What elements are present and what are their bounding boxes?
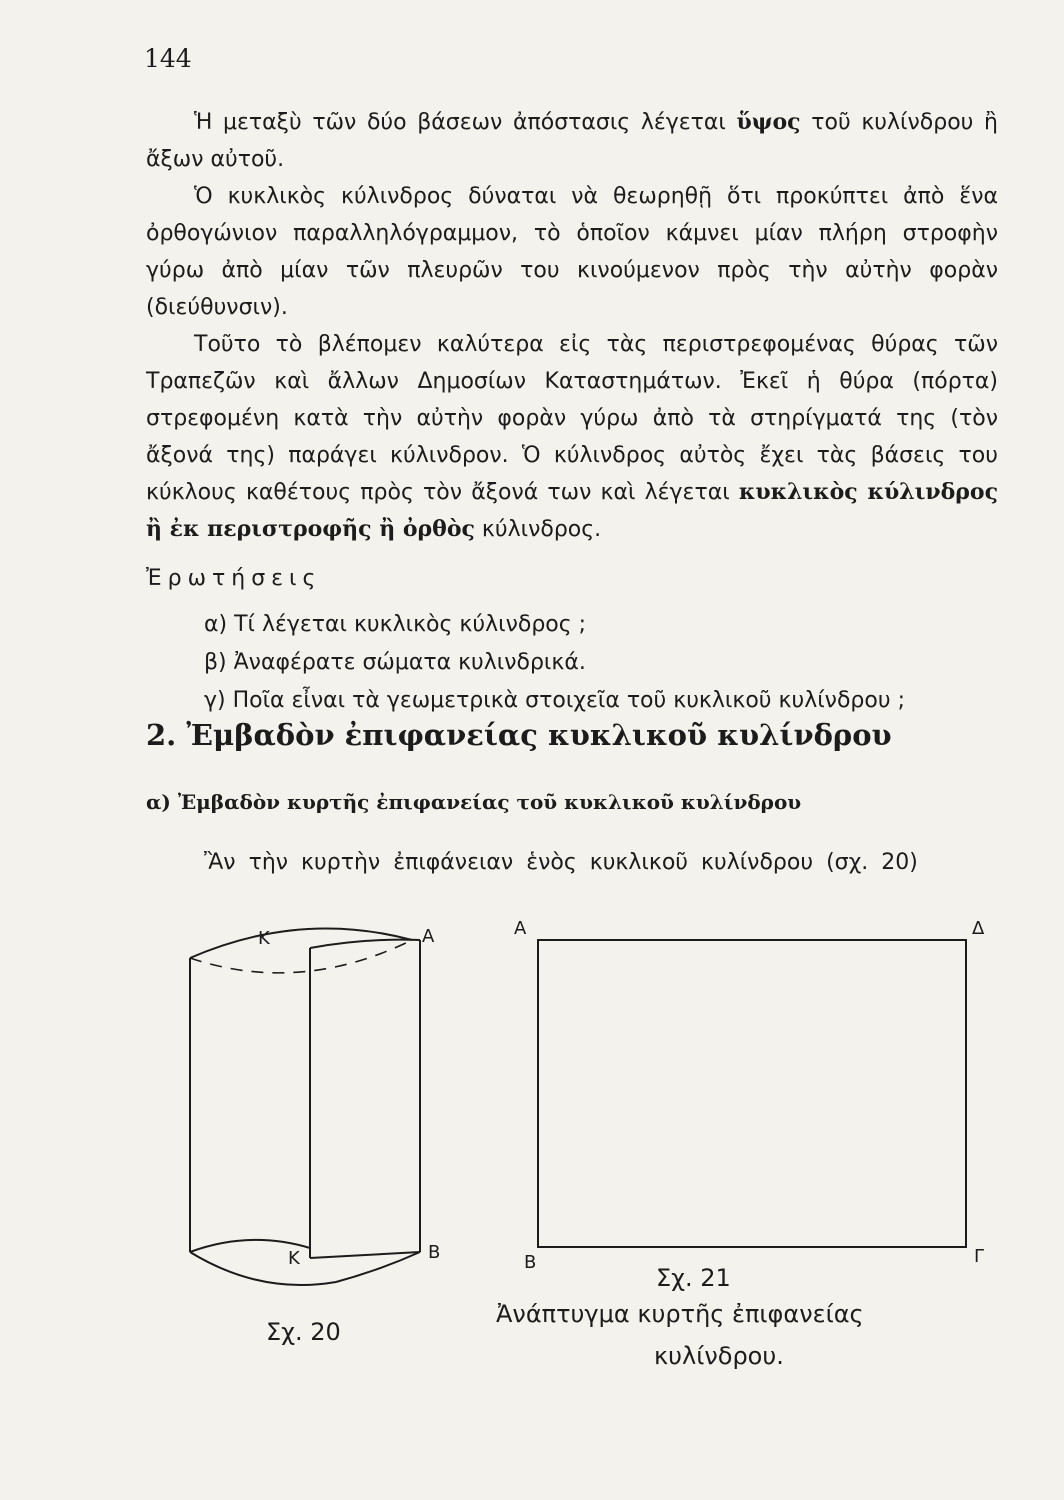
fig20-label-b: Β — [428, 1242, 441, 1263]
intro-line: Ἂν τὴν κυρτὴν ἐπιφάνειαν ἑνὸς κυκλικοῦ κυλίνδρου (σχ. 20) — [204, 850, 918, 875]
fig21-caption: Σχ. 21 — [656, 1264, 731, 1292]
paragraph-height-start: Ἡ μεταξὺ τῶν δύο βάσεων ἀπόστασις λέγεται — [194, 110, 737, 135]
fig20-label-k-bottom: Κ — [288, 1248, 300, 1269]
fig21-title-line2: κυλίνδρου. — [654, 1342, 784, 1370]
paragraph-height-end: τοῦ κυλίνδρου ἢ ἄξων αὐτοῦ. — [146, 110, 998, 172]
fig21-title-line1: Ἀνάπτυγμα κυρτῆς ἐπιφανείας — [496, 1300, 864, 1328]
figure-20-cylinder — [190, 928, 420, 1285]
questions-title: Ἐρωτήσεις — [146, 566, 322, 591]
fig20-caption: Σχ. 20 — [266, 1318, 341, 1346]
fig21-label-b: Β — [524, 1252, 537, 1273]
paragraph-generation: Ὁ κυκλικὸς κύλινδρος δύναται νὰ θεωρηθῇ ὅτι προκύπτει ἀπὸ ἕνα ὀρθογώνιον παραλληλόγραμμον, τὸ ὁποῖον κάμνει μίαν πλήρη στροφὴν γύρω ἀπὸ μίαν τῶν πλευρῶν του κινούμενον πρὸς τὴν αὐτὴν φορὰν (διεύθυνσιν). — [146, 184, 998, 320]
unrolled-flap-bottom — [310, 1252, 420, 1258]
section-title: 2. Ἐμβαδὸν ἐπιφανείας κυκλικοῦ κυλίνδρου — [146, 718, 892, 752]
question-item: γ) Ποῖα εἶναι τὰ γεωμετρικὰ στοιχεῖα τοῦ κυκλικοῦ κυλίνδρου ; — [204, 688, 905, 713]
subsection-title: α) Ἐμβαδὸν κυρτῆς ἐπιφανείας τοῦ κυκλικοῦ κυλίνδρου — [146, 790, 802, 814]
fig20-label-a: Α — [422, 926, 435, 947]
question-item: α) Τί λέγεται κυκλικὸς κύλινδρος ; — [204, 612, 587, 637]
fig21-label-a: Α — [514, 918, 527, 939]
fig21-label-d: Δ — [972, 918, 985, 939]
figure-21-rectangle — [538, 940, 966, 1247]
page-number: 144 — [144, 44, 192, 73]
term-circular-cylinder: κυκλικὸς κύλινδρος ἢ ἐκ περιστροφῆς ἢ ὀρθὸς — [146, 479, 999, 542]
paragraph-door-start: Τοῦτο τὸ βλέπομεν καλύτερα εἰς τὰς περιστρεφομένας θύρας τῶν Τραπεζῶν καὶ ἄλλων Δημοσίων Καταστημάτων. Ἐκεῖ ἡ θύρα (πόρτα) στρεφομένη κατὰ τὴν αὐτὴν φορὰν γύρω ἀπὸ τὰ στηρίγματά της (τὸν ἄξονά της) παράγει κύλινδρον. Ὁ κύλινδρος αὐτὸς ἔχει τὰς βάσεις του κύκλους καθέτους πρὸς τὸν ἄξονά των καὶ λέγεται — [146, 332, 998, 505]
fig21-label-g: Γ — [974, 1246, 985, 1267]
fig20-label-k-top: Κ — [258, 928, 270, 949]
question-item: β) Ἀναφέρατε σώματα κυλινδρικά. — [204, 650, 586, 675]
term-height: ὕψος — [736, 109, 801, 135]
paragraph-door-end: κύλινδρος. — [474, 517, 602, 542]
